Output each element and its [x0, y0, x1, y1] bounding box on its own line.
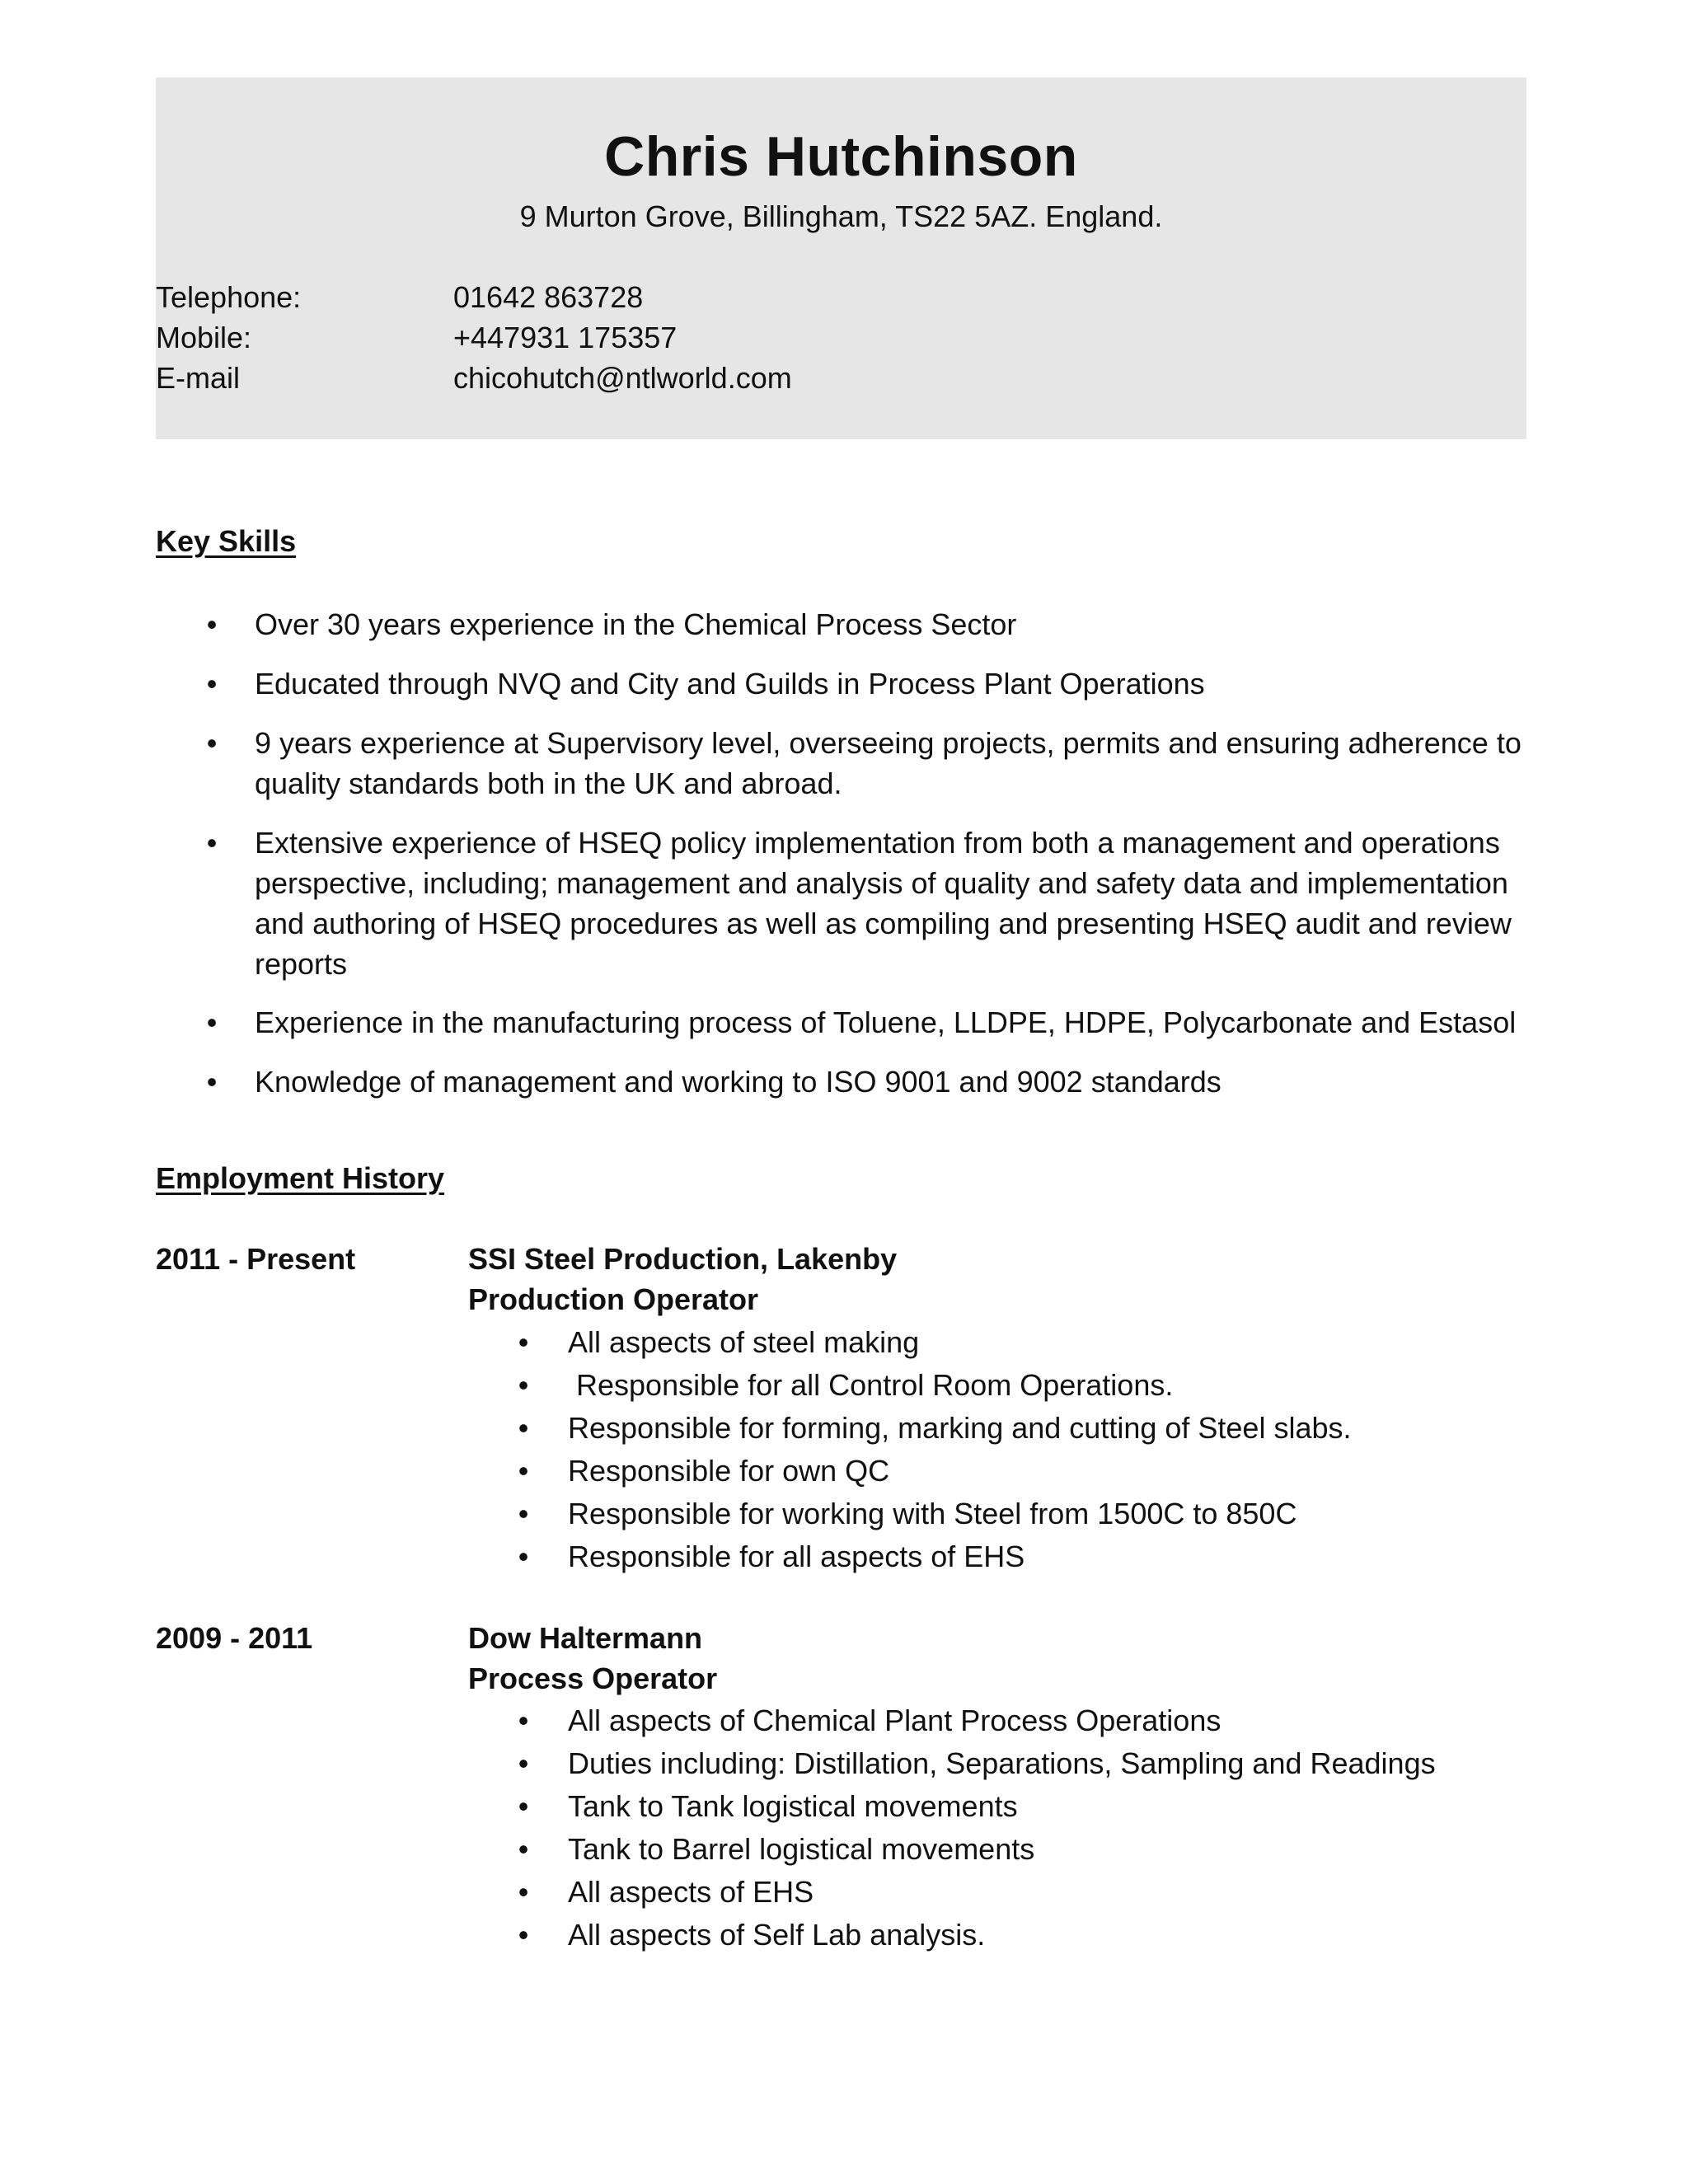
- bullet-icon: •: [518, 1540, 529, 1573]
- bullet-icon: •: [518, 1368, 529, 1402]
- job-company: Dow Haltermann: [468, 1621, 703, 1655]
- list-item: [518, 1828, 1524, 1871]
- list-item: [518, 1535, 1524, 1578]
- bullet-icon: •: [206, 826, 218, 860]
- bullet-icon: •: [518, 1918, 529, 1952]
- list-item-text: Responsible for working with Steel from 1500C to 850C: [568, 1497, 1297, 1530]
- list-item-text: Tank to Tank logistical movements: [568, 1789, 1018, 1823]
- bullet-icon: •: [206, 1065, 218, 1099]
- bullet-icon: •: [206, 607, 218, 641]
- list-item-text: Knowledge of management and working to ISO 9001 and 9002 standards: [255, 1065, 1221, 1099]
- list-item: [206, 604, 1528, 644]
- list-item: [518, 1699, 1524, 1742]
- list-item: [206, 1002, 1528, 1043]
- list-item: [518, 1871, 1524, 1914]
- candidate-name: Chris Hutchinson: [604, 125, 1078, 188]
- job-dates: 2011 - Present: [156, 1242, 356, 1276]
- list-item-text: Responsible for own QC: [568, 1454, 890, 1488]
- bullet-icon: •: [518, 1789, 529, 1823]
- header-box: [156, 77, 1526, 439]
- list-item-text: Over 30 years experience in the Chemical Process Sector: [255, 607, 1017, 641]
- bullet-icon: •: [518, 1454, 529, 1488]
- list-item-text: Duties including: Distillation, Separations, Sampling and Readings: [568, 1746, 1436, 1780]
- contact-value: +447931 175357: [453, 321, 678, 354]
- list-item-text: All aspects of Self Lab analysis.: [568, 1918, 986, 1952]
- list-item: [206, 723, 1528, 804]
- job-title: Process Operator: [468, 1661, 718, 1695]
- list-item: [206, 823, 1528, 984]
- list-item: [518, 1364, 1524, 1407]
- bullet-icon: •: [206, 726, 218, 760]
- contact-label: Mobile:: [156, 321, 252, 354]
- bullet-icon: •: [518, 1411, 529, 1445]
- list-item-text: Educated through NVQ and City and Guilds in Process Plant Operations: [255, 667, 1205, 701]
- bullet-icon: •: [518, 1325, 529, 1359]
- list-item: [206, 663, 1528, 704]
- bullet-icon: •: [206, 1005, 218, 1039]
- list-item: [518, 1742, 1524, 1785]
- list-item: [518, 1493, 1524, 1535]
- list-item-text: 9 years experience at Supervisory level, overseeing projects, permits and ensuring adherence to quality standards both in the UK and abroad.: [255, 726, 1522, 800]
- list-item: [518, 1407, 1524, 1450]
- list-item: [518, 1914, 1524, 1957]
- bullet-icon: •: [206, 667, 218, 701]
- bullet-icon: •: [518, 1704, 529, 1737]
- list-item: [518, 1321, 1524, 1364]
- job-dates: 2009 - 2011: [156, 1621, 313, 1655]
- contact-value: 01642 863728: [453, 280, 644, 314]
- list-item-text: Extensive experience of HSEQ policy implementation from both a management and operations perspective, including; management and analysis of quality and safety data and implementation and authoring of HSEQ procedures as well as compiling and presenting HSEQ audit and review reports: [255, 826, 1512, 981]
- list-item: [518, 1450, 1524, 1493]
- bullet-icon: •: [518, 1832, 529, 1866]
- contact-label: Telephone:: [156, 280, 302, 314]
- job-company: SSI Steel Production, Lakenby: [468, 1242, 898, 1276]
- key-skills-heading: Key Skills: [156, 524, 297, 558]
- address: 9 Murton Grove, Billingham, TS22 5AZ. England.: [519, 199, 1163, 233]
- contact-label: E-mail: [156, 361, 241, 395]
- bullet-icon: •: [518, 1497, 529, 1530]
- list-item-text: Responsible for all aspects of EHS: [568, 1540, 1025, 1573]
- list-item-text: All aspects of Chemical Plant Process Operations: [568, 1704, 1221, 1737]
- employment-history-heading: Employment History: [156, 1161, 445, 1195]
- list-item-text: Responsible for forming, marking and cutting of Steel slabs.: [568, 1411, 1352, 1445]
- list-item-text: Experience in the manufacturing process of Toluene, LLDPE, HDPE, Polycarbonate and Estasol: [255, 1005, 1517, 1039]
- list-item-text: All aspects of steel making: [568, 1325, 920, 1359]
- list-item: [206, 1062, 1528, 1102]
- list-item: [518, 1785, 1524, 1828]
- bullet-icon: •: [518, 1746, 529, 1780]
- list-item-text: Tank to Barrel logistical movements: [568, 1832, 1035, 1866]
- bullet-icon: •: [518, 1875, 529, 1909]
- job-title: Production Operator: [468, 1282, 759, 1316]
- list-item-text: All aspects of EHS: [568, 1875, 814, 1909]
- list-item-text: Responsible for all Control Room Operations.: [568, 1368, 1174, 1402]
- contact-value: chicohutch@ntlworld.com: [453, 361, 792, 395]
